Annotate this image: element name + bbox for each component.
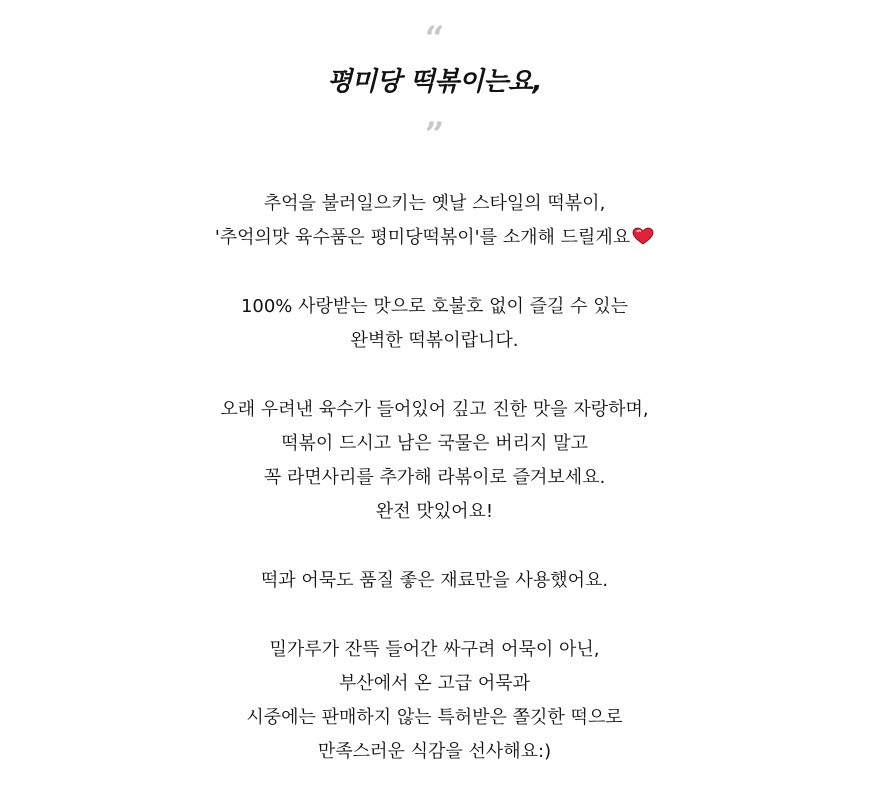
- open-quote-mark: “: [424, 19, 445, 59]
- paragraph-3-line-2: 떡볶이 드시고 남은 국물은 버리지 말고: [281, 433, 588, 454]
- paragraph-5-line-2: 부산에서 온 고급 어묵과: [338, 673, 531, 694]
- paragraph-3-line-1: 오래 우려낸 육수가 들어있어 깊고 진한 맛을 자랑하며,: [220, 399, 649, 420]
- paragraph-5-line-4: 만족스러운 식감을 선사해요:): [317, 741, 552, 762]
- paragraph-1-line-2-text: '추억의맛 육수품은 평미당떡볶이'를 소개해 드릴게요: [214, 227, 631, 248]
- paragraph-1-line-2: [0, 225, 869, 251]
- paragraph-3-line-3: 꼭 라면사리를 추가해 라볶이로 즐겨보세요.: [263, 467, 606, 488]
- paragraph-2-line-1: 100% 사랑받는 맛으로 호불호 없이 즐길 수 있는: [240, 296, 629, 317]
- paragraph-2-line-2: 완벽한 떡볶이랍니다.: [350, 330, 519, 351]
- paragraph-4-line-1: 떡과 어묵도 품질 좋은 재료만을 사용했어요.: [260, 570, 609, 591]
- red-heart-icon: [632, 227, 654, 245]
- paragraph-5-line-3: 시중에는 판매하지 않는 특허받은 쫄깃한 떡으로: [246, 707, 623, 728]
- paragraph-1-line-1: 추억을 불러일으키는 옛날 스타일의 떡볶이,: [263, 193, 606, 214]
- close-quote-mark: ”: [424, 115, 445, 155]
- paragraph-5-line-1: 밀가루가 잔뜩 들어간 싸구려 어묵이 아닌,: [269, 639, 600, 660]
- paragraph-3-line-4: 완전 맛있어요!: [375, 501, 494, 522]
- section-title: 평미당 떡볶이는요,: [327, 67, 542, 97]
